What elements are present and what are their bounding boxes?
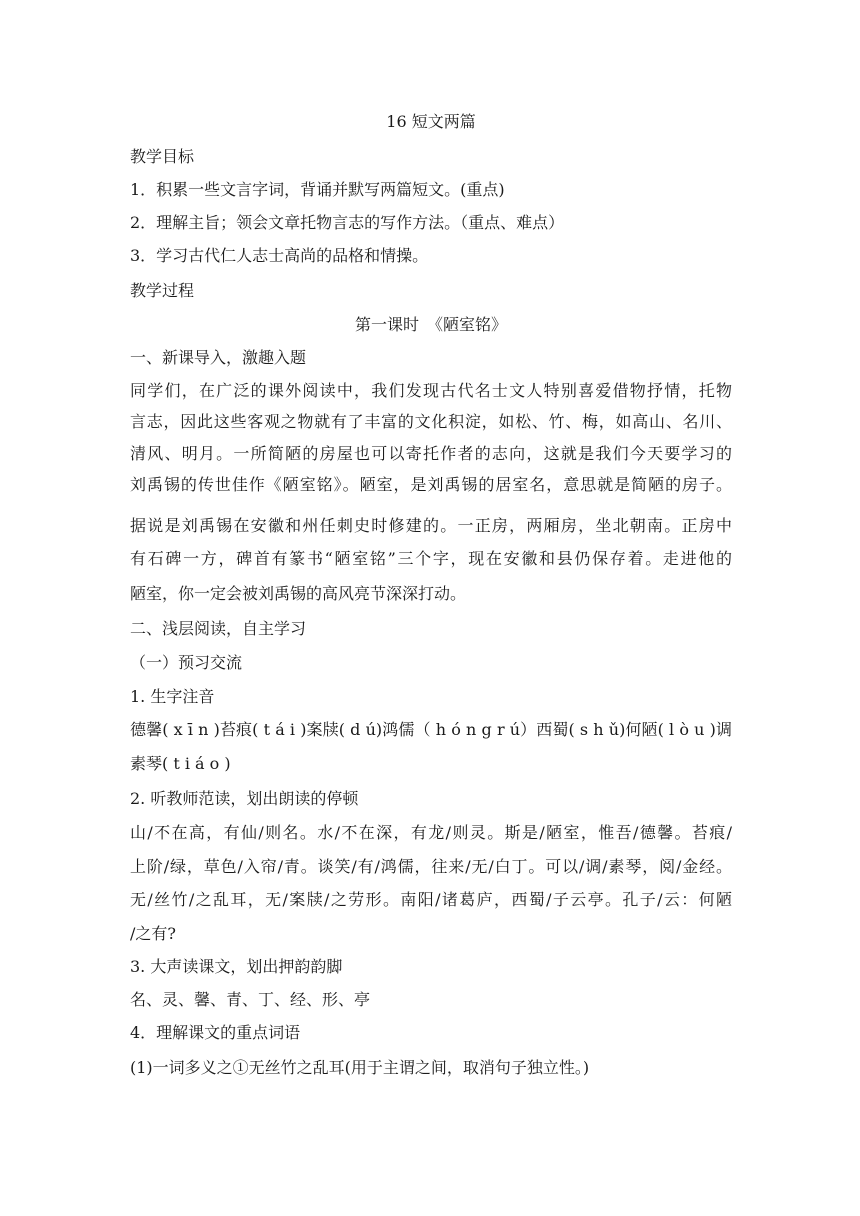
intro-line: 有石碑一方，碑首有篆书“陋室铭”三个字，现在安徽和县仍保存着。走进他的 <box>130 549 732 568</box>
rhyme-list: 名、灵、馨、青、丁、经、形、亭 <box>130 990 371 1009</box>
pause-line: 山/不在高，有仙/则名。水/不在深，有龙/则灵。斯是/陋室，惟吾/德馨。苔痕/ <box>130 823 732 842</box>
pinyin-line: 素琴( t i á o ) <box>130 754 231 773</box>
intro-line: 清风、明月。一所简陋的房屋也可以寄托作者的志向，这就是我们今天要学习的 <box>130 444 732 463</box>
item-heading: 4．理解课文的重点词语 <box>130 1023 301 1042</box>
objective-item: 1．积累一些文言字词，背诵并默写两篇短文。(重点) <box>130 180 505 199</box>
process-heading: 教学过程 <box>130 281 195 300</box>
objective-item: 3．学习古代仁人志士高尚的品格和情操。 <box>130 246 429 265</box>
subsection-heading: （一）预习交流 <box>130 653 243 672</box>
objectives-heading: 教学目标 <box>130 147 195 166</box>
pause-line: /之有? <box>130 924 176 943</box>
intro-line: 据说是刘禹锡在安徽和州任刺史时修建的。一正房，两厢房，坐北朝南。正房中 <box>130 516 732 535</box>
intro-line: 陋室，你一定会被刘禹锡的高风亮节深深打动。 <box>130 584 467 603</box>
item-heading: 3. 大声读课文，划出押韵韵脚 <box>130 957 343 976</box>
intro-line: 同学们，在广泛的课外阅读中，我们发现古代名士文人特别喜爱借物抒情，托物 <box>130 381 732 400</box>
pause-line: 上阶/绿，草色/入帘/青。谈笑/有/鸿儒，往来/无/白丁。可以/调/素琴，阅/金经。 <box>130 857 732 876</box>
objective-item: 2．理解主旨；领会文章托物言志的写作方法。（重点、难点） <box>130 213 565 232</box>
intro-line: 言志，因此这些客观之物就有了丰富的文化积淀，如松、竹、梅，如高山、名川、 <box>130 412 732 431</box>
item-heading: 2. 听教师范读，划出朗读的停顿 <box>130 789 359 808</box>
section-heading: 一、新课导入，激趣入题 <box>130 348 307 367</box>
polysemy-line: (1)一词多义之①无丝竹之乱耳(用于主谓之间，取消句子独立性。) <box>130 1058 590 1077</box>
period-title: 第一课时 《陋室铭》 <box>354 315 507 334</box>
pinyin-line: 德馨( x ī n )苔痕( t á i )案牍( d ú)鸿儒（ h ó n g r ú）西蜀( s h ǔ)何陋( l ò u )调 <box>130 720 732 739</box>
pause-line: 无/丝竹/之乱耳，无/案牍/之劳形。南阳/诸葛庐，西蜀/子云亭。孔子/云：何陋 <box>130 890 732 909</box>
lesson-title: 16 短文两篇 <box>386 112 476 131</box>
item-heading: 1. 生字注音 <box>130 687 215 706</box>
intro-line: 刘禹锡的传世佳作《陋室铭》。陋室，是刘禹锡的居室名，意思就是简陋的房子。 <box>130 475 732 494</box>
section-heading: 二、浅层阅读，自主学习 <box>130 619 307 638</box>
